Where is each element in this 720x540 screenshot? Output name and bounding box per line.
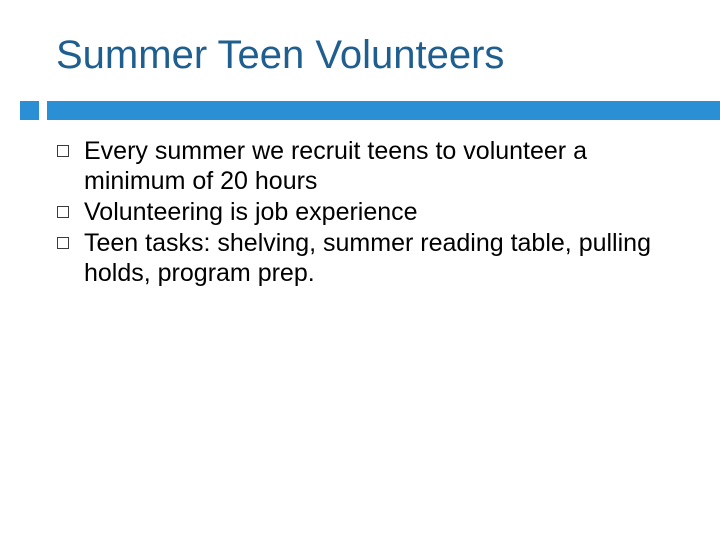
checkbox-icon	[57, 206, 69, 218]
bullet-item	[56, 228, 686, 288]
slide-title: Summer Teen Volunteers	[56, 33, 505, 77]
accent-square	[20, 101, 39, 120]
bullet-item	[56, 197, 686, 227]
bullet-text: Teen tasks: shelving, summer reading table, pulling holds, program prep.	[84, 229, 651, 287]
bullet-text: Volunteering is job experience	[84, 198, 418, 226]
accent-bar	[47, 101, 720, 120]
bullet-list	[56, 136, 686, 289]
checkbox-icon	[57, 237, 69, 249]
bullet-item	[56, 136, 686, 196]
bullet-text: Every summer we recruit teens to volunteer a minimum of 20 hours	[84, 137, 587, 195]
checkbox-icon	[57, 145, 69, 157]
